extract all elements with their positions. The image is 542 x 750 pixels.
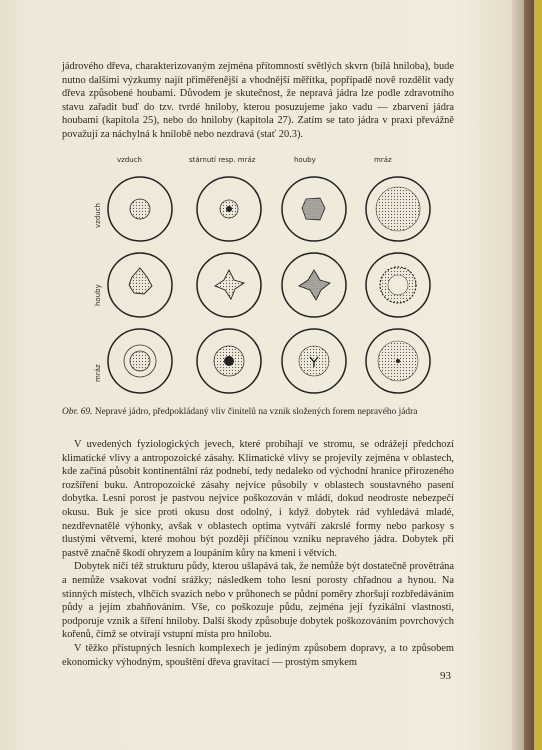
- row-label-houby: houby: [94, 284, 102, 306]
- paragraph: V těžko přístupných lesních komplexech je jediným způsobem dopravy, a to způsobem ekonomicky výhodným, spouštění dřeva gravitací — prostým smykem: [62, 642, 454, 668]
- column-label-starnuti-mraz: stárnutí resp. mráz: [189, 156, 256, 164]
- caption-text: Nepravé jádro, předpokládaný vliv činitelů na vznik složených forem nepravého jádra: [94, 407, 418, 417]
- book-spine-edge: [534, 0, 542, 750]
- paragraph: V uvedených fyziologických jevech, které probíhají ve stromu, se odrážejí předchozí klimatické vlivy a antropozoické zásahy. Klimatické vlivy se projevily zejména v oblastech, kde začíná působit kontinentální ráz podnebí, tedy nedaleko od východní hranice přirozeného rozšíření buku. Antropozoické zásahy nejvíce působily v oblastech soustavného pasení dobytka. Lesní porost je pastvou nejvíce poškozován v mládí, dokud neodroste nebezpečí okusu. Buk je sice proti okusu dost odolný, i když dobytek rád vyhledává mladé, nezdřevnatělé výhonky, avšak v oblastech optima vytváří zakrslé formy nebo parkosy s tlustými větvemi, které mohou být později příčinou vzniku nepravého jádra. Dobytek při pastvě značně škodí ohryzem a loupáním kůry na kmeni i větvích.: [62, 439, 454, 559]
- column-label-mraz: mráz: [374, 156, 392, 164]
- trunk-cross-section-diagrams: [84, 156, 456, 404]
- page-edges: [512, 0, 524, 750]
- column-label-vzduch: vzduch: [117, 156, 142, 164]
- book-cover-edge: [524, 0, 534, 750]
- row-label-mraz: mráz: [94, 364, 102, 382]
- figure-69: [84, 156, 456, 404]
- column-label-houby: houby: [294, 156, 316, 164]
- figure-caption: [62, 407, 462, 417]
- paragraph: Dobytek ničí též strukturu půdy, kterou ušlapává tak, že nemůže být dostatečně provětrána a nemůže vsakovat vodní srážky; následkem toho lesní porosty chřadnou a hynou. Na stinných místech, vlhčích svazích nebo v průhonech se půdní poměry zhoršují rozbředáváním půdy a jejím zbahňováním. Vše, co poškozuje půdu, zejména její fyzikální vlastnosti, podporuje vznik a šíření hniloby. Další škody způsobuje dobytek poškozováním povrchových kořenů, čímž se otvírají vstupní místa pro hnilobu.: [62, 561, 454, 641]
- bottom-text: [62, 438, 454, 669]
- page-number: 93: [440, 670, 451, 682]
- row-label-vzduch: vzduch: [94, 203, 102, 228]
- paragraph: jádrového dřeva, charakterizovaným zejména přítomností světlých skvrn (bílá hniloba), bude nutno dalšími výzkumy najít přiměřenější a vhodnější měřítka, popřípadě nově rozdělit vady dřeva způsobené houbami. Důvodem je skutečnost, že nepravá jádra lze podle zdravotního stavu zařadit buď do tzv. tvrdé hniloby, kterou posuzujeme jako vadu — zbarvení jádra houbami (kapitola 25), nebo do hniloby (kapitola 27). Zatím se tato jádra v praxi převážně považují za náchylná k hnilobě nebo nezdravá (stať 20.3).: [62, 61, 454, 140]
- top-paragraph: [62, 60, 454, 142]
- caption-label: Obr. 69.: [62, 407, 93, 417]
